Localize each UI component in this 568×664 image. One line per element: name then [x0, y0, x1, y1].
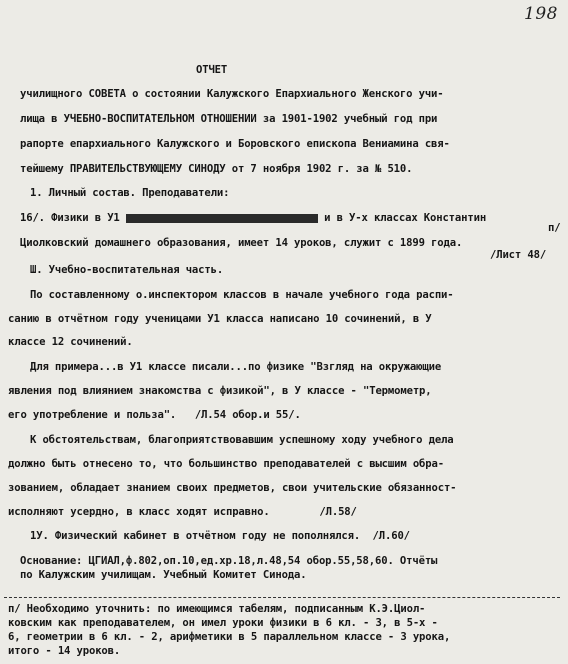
sheet-reference: /Лист 48/ — [490, 249, 547, 261]
paragraph-line: К обстоятельствам, благоприятствовавшим успешному ходу учебного дела — [30, 434, 454, 446]
teacher-line — [20, 212, 486, 225]
report-title: ОТЧЕТ — [196, 64, 228, 76]
paragraph-line: санию в отчётном году ученицами У1 класса написано 10 сочинений, в У — [8, 313, 432, 325]
margin-note-marker: п/ — [548, 222, 561, 234]
paragraph-line: исполняют усердно, в класс ходят исправно. /Л.58/ — [8, 506, 357, 518]
teacher-line-start: 16/. Физики в У1 — [20, 212, 120, 224]
header-line: рапорте епархиального Калужского и Боровского епископа Вениамина свя- — [20, 138, 450, 150]
footnote-line: итого - 14 уроков. — [8, 645, 121, 657]
footnote-line: 6, геометрии в 6 кл. - 2, арифметики в 5 параллельном классе - 3 урока, — [8, 631, 451, 643]
paragraph-line: зованием, обладает знанием своих предметов, свои учительские обязанност- — [8, 482, 457, 494]
paragraph-line: По составленному о.инспектором классов в начале учебного года распи- — [30, 289, 454, 301]
paragraph-line: классе 12 сочинений. — [8, 336, 133, 348]
footnote-line: п/ Необходимо уточнить: по имеющимся табелям, подписанным К.Э.Циол- — [8, 603, 426, 615]
footnote-divider — [4, 597, 560, 598]
paragraph-line: должно быть отнесено то, что большинство преподавателей с высшим обра- — [8, 458, 444, 470]
paragraph-line: его употребление и польза". /Л.54 обор.и 55/. — [8, 409, 301, 421]
teacher-line: Циолковский домашнего образования, имеет 14 уроков, служит с 1899 года. — [20, 237, 463, 249]
paragraph-line: явления под влиянием знакомства с физикой", в У классе - "Термометр, — [8, 385, 432, 397]
header-line: тейшему ПРАВИТЕЛЬСТВУЮЩЕМУ СИНОДУ от 7 ноября 1902 г. за № 510. — [20, 163, 413, 175]
source-basis-line: Основание: ЦГИАЛ,ф.802,оп.10,ед.хр.18,л.48,54 обор.55,58,60. Отчёты — [20, 555, 438, 567]
section-heading-education: Ш. Учебно-воспитательная часть. — [30, 264, 224, 276]
teacher-line-end: и в У-х классах Константин — [324, 212, 487, 224]
header-line: училищного СОВЕТА о состоянии Калужского Епархиального Женского учи- — [20, 88, 444, 100]
source-basis-line: по Калужским училищам. Учебный Комитет Синода. — [20, 569, 307, 581]
header-line: лища в УЧЕБНО-ВОСПИТАТЕЛЬНОМ ОТНОШЕНИИ за 1901-1902 учебный год при — [20, 113, 438, 125]
paragraph-line: Для примера...в У1 классе писали...по физике "Взгляд на окружающие — [30, 361, 442, 373]
page-number: 198 — [524, 4, 558, 24]
redacted-text — [126, 214, 318, 223]
section-heading-staff: 1. Личный состав. Преподаватели: — [30, 187, 230, 199]
section-heading-cabinet: 1У. Физический кабинет в отчётном году не пополнялся. /Л.60/ — [30, 530, 410, 542]
footnote-line: ковским как преподавателем, он имел уроки физики в 6 кл. - 3, в 5-х - — [8, 617, 438, 629]
